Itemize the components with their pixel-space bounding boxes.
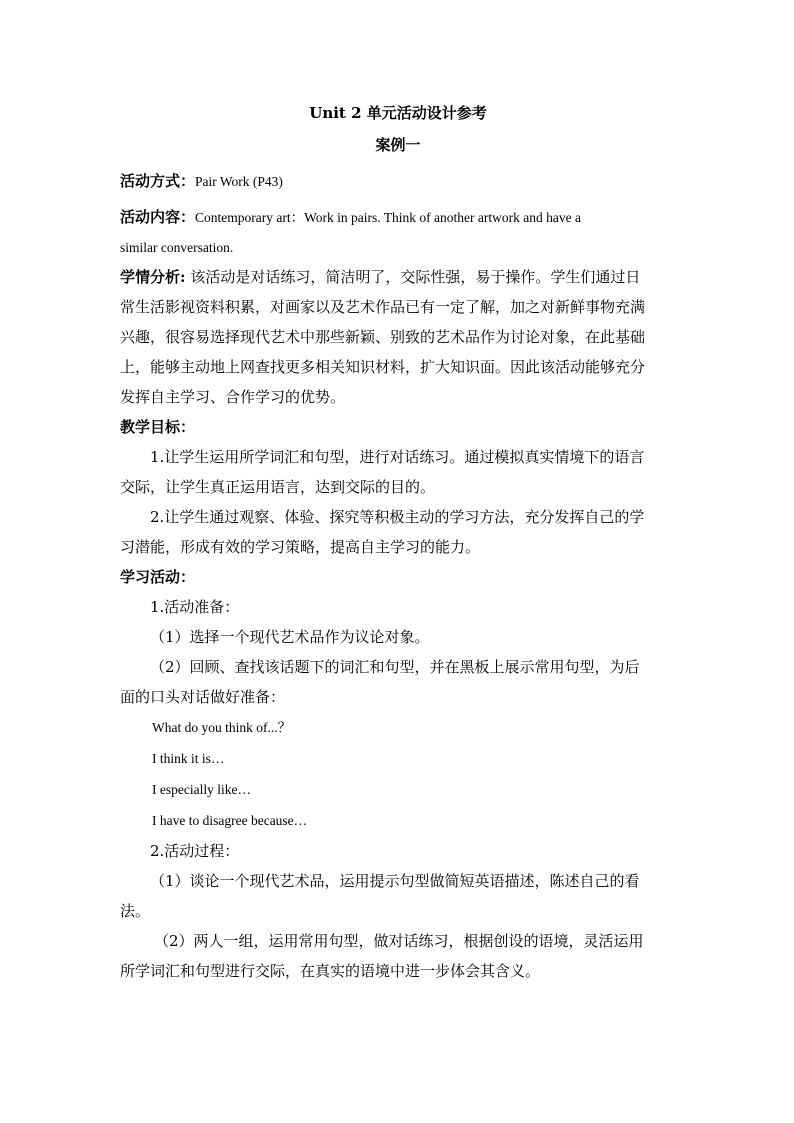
prep-step-2-line1: （2）回顾、查找该话题下的词汇和句型，并在黑板上展示常用句型，为后 [150,658,640,676]
sentence-pattern-1: What do you think of...？ [152,720,292,735]
learning-analysis-paragraph [120,262,676,292]
document-subtitle: 案例一 [375,136,421,154]
sentence-pattern-2: I think it is… [152,751,225,766]
process-step-2-line2: 所学词汇和句型进行交际，在真实的语境中进一步体会其含义。 [120,962,541,980]
document-body [120,98,676,986]
process-step-2-line1: （2）两人一组，运用常用句型，做对话练习，根据创设的语境，灵活运用 [154,932,644,950]
prep-step-2-line2: 面的口头对话做好准备： [120,688,286,706]
teaching-goals-heading: 教学目标： [120,418,196,436]
activity-content-value-line2: similar conversation. [120,240,234,255]
activity-mode-value: Pair Work (P43) [195,174,283,189]
learning-analysis-line4: 上，能够主动地上网查找更多相关知识材料，扩大知识面。因此该活动能够充分 [120,358,646,376]
process-heading: 2.活动过程： [150,842,240,860]
teaching-goal-2-line2: 习潜能，形成有效的学习策略，提高自主学习的能力。 [120,538,481,556]
learning-analysis-line3: 兴趣，很容易选择现代艺术中那些新颖、别致的艺术品作为讨论对象，在此基础 [120,328,646,346]
sentence-pattern-4: I have to disagree because… [152,813,308,828]
process-step-1-line2: 法。 [120,902,151,920]
prep-heading: 1.活动准备： [150,598,240,616]
learning-analysis-line5: 发挥自主学习、合作学习的优势。 [120,388,346,406]
activity-content-paragraph [120,202,676,232]
activity-mode-label: 活动方式： [120,172,196,190]
activity-content-label: 活动内容： [120,208,196,226]
learning-activities-heading: 学习活动： [120,568,196,586]
prep-step-1: （1）选择一个现代艺术品作为议论对象。 [150,628,430,646]
activity-content-line2 [120,232,676,262]
teaching-goal-1-line1: 1.让学生运用所学词汇和句型，进行对话练习。通过模拟真实情境下的语言 [150,448,645,466]
teaching-goal-2-line1: 2.让学生通过观察、体验、探究等积极主动的学习方法，充分发挥自己的学 [150,508,645,526]
teaching-goal-1-line2: 交际，让学生真正运用语言，达到交际的目的。 [120,478,436,496]
activity-content-value-line1: Contemporary art：Work in pairs. Think of another artwork and have a [195,210,581,225]
learning-analysis-label: 学情分析: [120,268,186,286]
sentence-pattern-3: I especially like… [152,782,251,797]
learning-analysis-line2: 常生活影视资料积累，对画家以及艺术作品已有一定了解，加之对新鲜事物充满 [120,298,646,316]
document-title: Unit 2 单元活动设计参考 [309,104,487,122]
learning-analysis-line1: 该活动是对话练习，简洁明了，交际性强，易于操作。学生们通过日 [185,268,641,286]
activity-mode-paragraph [120,166,676,196]
process-step-1-line1: （1）谈论一个现代艺术品，运用提示句型做简短英语描述，陈述自己的看 [150,872,640,890]
